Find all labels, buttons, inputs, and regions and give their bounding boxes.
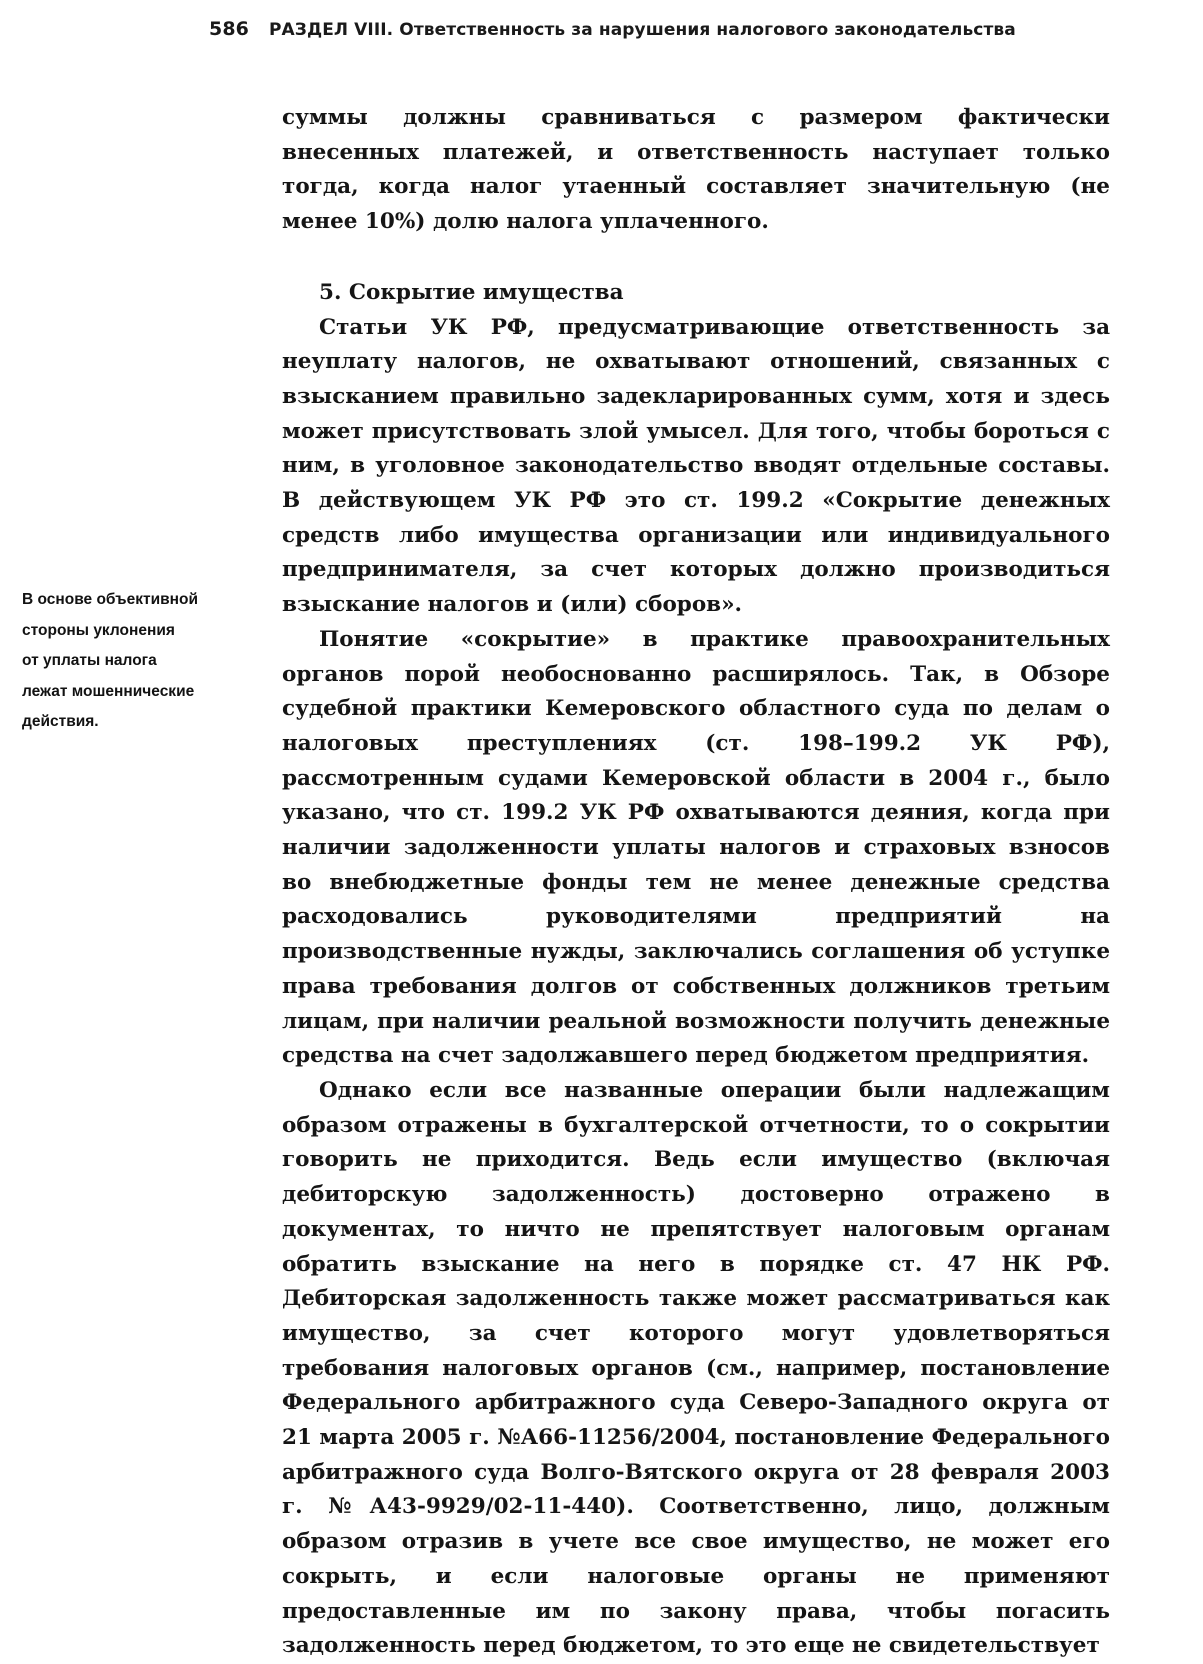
margin-note-line: лежат мошеннические bbox=[22, 682, 195, 700]
paragraph: Статьи УК РФ, предусматривающие ответственность за неуплату налогов, не охватывают отношений, связанных с взысканием правильно задекларированных сумм, хотя и здесь может присутствовать злой умысел. Для того, чтобы бороться с ним, в уголовное законодательство вводят отдельные составы. В действующем УК РФ это ст. 199.2 «Сокрытие денежных средств либо имущества организации или индивидуального предпринимателя, за счет которых должно производиться взыскание налогов и (или) сборов». bbox=[282, 314, 1110, 618]
paragraph-continued: суммы должны сравниваться с размером фактически внесенных платежей, и ответственность наступает только тогда, когда налог утаенный составляет значительную (не менее 10%) долю налога уплаченного. bbox=[282, 105, 1110, 235]
margin-note-line: от уплаты налога bbox=[22, 652, 157, 669]
margin-note-line: действия. bbox=[22, 713, 99, 730]
section-heading: 5. Сокрытие имущества bbox=[319, 279, 624, 305]
paragraph: Понятие «сокрытие» в практике правоохранительных органов порой необоснованно расширялось. Так, в Обзоре судебной практики Кемеровского областного суда по делам о налоговых преступлениях (ст. 198–199.2 УК РФ), рассмотренным судами Кемеровской области в 2004 г., было указано, что ст. 199.2 УК РФ охватываются деяния, когда при наличии задолженности уплаты налогов и страховых взносов во внебюджетные фонды тем не менее денежные средства расходовались руководителями предприятий на производственные нужды, заключались соглашения об уступке права требования долгов от собственных должников третьим лицам, при наличии реальной возможности получить денежные средства на счет задолжавшего перед бюджетом предприятия. bbox=[282, 626, 1110, 1069]
paragraph: Однако если все названные операции были надлежащим образом отражены в бухгалтерской отчетности, то о сокрытии говорить не приходится. Ведь если имущество (включая дебиторскую задолженность) достоверно отражено в документах, то ничто не препятствует налоговым органам обратить взыскание на него в порядке ст. 47 НК РФ. Дебиторская задолженность также может рассматриваться как имущество, за счет которого могут удовлетворяться требования налоговых органов (см., например, постановление Федерального арбитражного суда Северо-Западного округа от 21 марта 2005 г. №А66-11256/2004, постановление Федерального арбитражного суда Волго-Вятского округа от 28 февраля 2003 г. №А43-9929/02-11-440). Соответственно, лицо, должным образом отразив в учете все свое имущество, не может его сокрыть, и если налоговые органы не применяют предоставленные им по закону права, чтобы погасить задолженность перед бюджетом, то это еще не свидетельствует bbox=[282, 1077, 1110, 1659]
margin-note-line: В основе объективной bbox=[22, 591, 198, 608]
running-header bbox=[209, 18, 1016, 40]
main-text-column bbox=[282, 101, 1110, 1664]
page-number: 586 bbox=[209, 18, 249, 40]
margin-note bbox=[22, 585, 250, 738]
margin-note-line: стороны уклонения bbox=[22, 621, 175, 639]
running-title: РАЗДЕЛ VIII. Ответственность за нарушения налогового законодательства bbox=[268, 20, 1016, 40]
